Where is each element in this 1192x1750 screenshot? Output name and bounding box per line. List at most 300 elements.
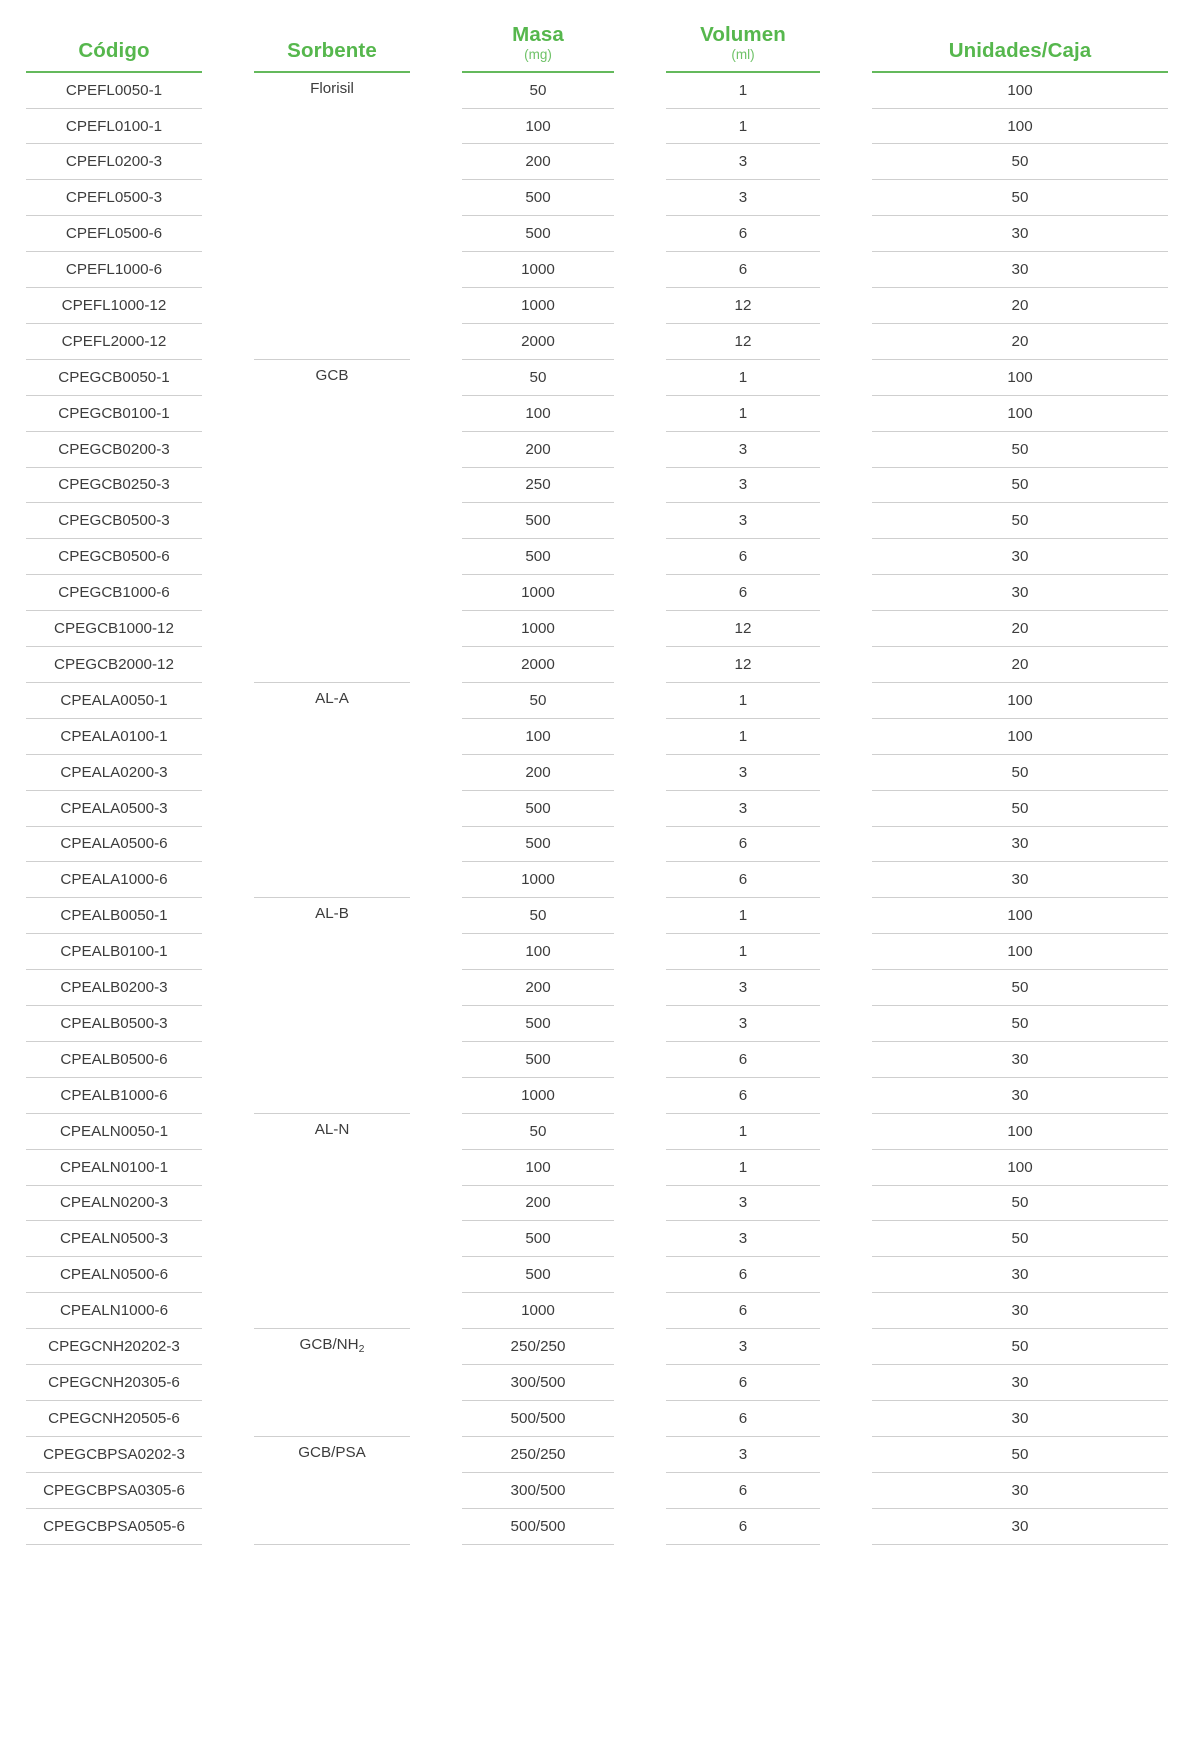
table-row [0, 1437, 1192, 1473]
column-header-volumen-label: Volumen [700, 23, 786, 46]
cell-unidades-value: 30 [872, 1293, 1168, 1329]
cell-codigo [0, 144, 228, 180]
cell-masa [436, 862, 640, 898]
cell-volumen-value: 1 [666, 1114, 820, 1150]
cell-volumen-value: 1 [666, 898, 820, 934]
cell-unidades-value: 50 [872, 791, 1168, 827]
cell-masa-value: 1000 [462, 862, 614, 898]
cell-masa [436, 1186, 640, 1222]
cell-unidades [846, 360, 1192, 396]
cell-unidades-value: 50 [872, 144, 1168, 180]
cell-volumen-value: 1 [666, 109, 820, 145]
cell-masa-value: 500 [462, 827, 614, 863]
cell-masa-value: 1000 [462, 1078, 614, 1114]
cell-volumen-value: 1 [666, 73, 820, 109]
cell-codigo [0, 468, 228, 504]
cell-masa-value: 50 [462, 1114, 614, 1150]
cell-unidades-value: 50 [872, 1006, 1168, 1042]
cell-volumen-value: 6 [666, 862, 820, 898]
cell-unidades [846, 468, 1192, 504]
cell-masa-value: 500 [462, 180, 614, 216]
cell-volumen [640, 1042, 846, 1078]
table-row [0, 1042, 1192, 1078]
cell-masa [436, 396, 640, 432]
column-header-unidades-label: Unidades/Caja [948, 39, 1092, 63]
cell-volumen [640, 862, 846, 898]
cell-unidades [846, 1114, 1192, 1150]
cell-unidades [846, 647, 1192, 683]
cell-masa [436, 898, 640, 934]
cell-masa-value: 1000 [462, 252, 614, 288]
cell-masa [436, 109, 640, 145]
cell-unidades-value: 30 [872, 1042, 1168, 1078]
table-row [0, 216, 1192, 252]
cell-volumen-value: 3 [666, 1186, 820, 1222]
cell-masa [436, 1437, 640, 1473]
table-row [0, 1114, 1192, 1150]
cell-volumen [640, 539, 846, 575]
cell-unidades-value: 50 [872, 468, 1168, 504]
table-row [0, 288, 1192, 324]
cell-volumen-value: 3 [666, 503, 820, 539]
cell-unidades [846, 970, 1192, 1006]
sorbente-group [254, 73, 410, 360]
cell-masa [436, 575, 640, 611]
table-row [0, 683, 1192, 719]
cell-codigo-value: CPEFL0500-3 [26, 180, 202, 216]
cell-masa [436, 1006, 640, 1042]
cell-codigo [0, 1329, 228, 1365]
cell-masa [436, 1078, 640, 1114]
cell-masa [436, 1509, 640, 1545]
cell-masa-value: 200 [462, 755, 614, 791]
cell-masa [436, 1150, 640, 1186]
cell-volumen [640, 503, 846, 539]
cell-codigo-value: CPEGCBPSA0305-6 [26, 1473, 202, 1509]
table-row [0, 360, 1192, 396]
cell-masa-value: 200 [462, 144, 614, 180]
cell-unidades-value: 30 [872, 252, 1168, 288]
cell-volumen-value: 6 [666, 1257, 820, 1293]
cell-codigo [0, 216, 228, 252]
table-header-row [0, 0, 1192, 73]
cell-unidades [846, 1473, 1192, 1509]
column-header-codigo [0, 0, 228, 73]
table-row [0, 1186, 1192, 1222]
table-row [0, 719, 1192, 755]
cell-masa-value: 1000 [462, 611, 614, 647]
cell-masa [436, 432, 640, 468]
cell-unidades-value: 30 [872, 1365, 1168, 1401]
table-row [0, 503, 1192, 539]
cell-masa-value: 500 [462, 1221, 614, 1257]
cell-codigo [0, 1473, 228, 1509]
table-row [0, 647, 1192, 683]
cell-unidades-value: 30 [872, 1401, 1168, 1437]
column-header-volumen-unit: (ml) [731, 46, 755, 62]
cell-masa-value: 200 [462, 432, 614, 468]
cell-masa-value: 100 [462, 934, 614, 970]
table-row [0, 791, 1192, 827]
cell-masa [436, 216, 640, 252]
sorbente-group [254, 898, 410, 1113]
cell-masa-value: 300/500 [462, 1473, 614, 1509]
cell-unidades-value: 30 [872, 216, 1168, 252]
cell-volumen-value: 3 [666, 791, 820, 827]
cell-codigo-value: CPEFL0200-3 [26, 144, 202, 180]
cell-codigo-value: CPEGCB0200-3 [26, 432, 202, 468]
table-row [0, 1257, 1192, 1293]
cell-volumen-value: 1 [666, 719, 820, 755]
cell-masa [436, 1257, 640, 1293]
cell-volumen [640, 898, 846, 934]
cell-volumen [640, 432, 846, 468]
table-row [0, 252, 1192, 288]
cell-volumen-value: 3 [666, 1221, 820, 1257]
cell-unidades [846, 288, 1192, 324]
cell-volumen-value: 6 [666, 252, 820, 288]
table-row [0, 109, 1192, 145]
cell-unidades-value: 50 [872, 503, 1168, 539]
cell-codigo-value: CPEGCNH20202-3 [26, 1329, 202, 1365]
cell-volumen [640, 360, 846, 396]
cell-unidades-value: 50 [872, 970, 1168, 1006]
cell-codigo-value: CPEGCB2000-12 [26, 647, 202, 683]
cell-codigo [0, 862, 228, 898]
cell-masa [436, 755, 640, 791]
cell-codigo [0, 1114, 228, 1150]
table-row [0, 575, 1192, 611]
sorbente-group [254, 1437, 410, 1545]
table-row [0, 180, 1192, 216]
cell-volumen [640, 324, 846, 360]
cell-masa-value: 1000 [462, 575, 614, 611]
cell-codigo-value: CPEALN0050-1 [26, 1114, 202, 1150]
cell-unidades-value: 100 [872, 898, 1168, 934]
cell-unidades-value: 100 [872, 1114, 1168, 1150]
cell-unidades-value: 100 [872, 719, 1168, 755]
cell-unidades [846, 755, 1192, 791]
table-row [0, 73, 1192, 109]
cell-codigo-value: CPEALN0500-6 [26, 1257, 202, 1293]
cell-volumen-value: 6 [666, 1078, 820, 1114]
table-row [0, 611, 1192, 647]
cell-volumen [640, 216, 846, 252]
cell-volumen-value: 12 [666, 288, 820, 324]
cell-volumen-value: 6 [666, 1042, 820, 1078]
sorbente-group-label: GCB [315, 366, 349, 384]
cell-volumen-value: 6 [666, 827, 820, 863]
cell-unidades-value: 50 [872, 1329, 1168, 1365]
cell-codigo [0, 1509, 228, 1545]
cell-codigo-value: CPEALB1000-6 [26, 1078, 202, 1114]
cell-unidades-value: 30 [872, 539, 1168, 575]
table-row [0, 1293, 1192, 1329]
cell-codigo-value: CPEALB0500-3 [26, 1006, 202, 1042]
cell-volumen [640, 396, 846, 432]
cell-codigo-value: CPEALA0500-6 [26, 827, 202, 863]
cell-codigo [0, 755, 228, 791]
cell-masa-value: 500 [462, 216, 614, 252]
cell-codigo [0, 324, 228, 360]
cell-volumen-value: 6 [666, 1401, 820, 1437]
cell-masa-value: 500/500 [462, 1401, 614, 1437]
cell-volumen [640, 970, 846, 1006]
sorbente-group-subscript: 2 [358, 1343, 365, 1356]
cell-unidades [846, 432, 1192, 468]
cell-codigo [0, 1401, 228, 1437]
cell-volumen-value: 6 [666, 1473, 820, 1509]
cell-codigo-value: CPEGCB0050-1 [26, 360, 202, 396]
sorbente-group-label: AL-A [315, 689, 349, 707]
cell-unidades-value: 100 [872, 396, 1168, 432]
cell-codigo-value: CPEFL2000-12 [26, 324, 202, 360]
cell-volumen [640, 180, 846, 216]
cell-codigo-value: CPEALB0200-3 [26, 970, 202, 1006]
cell-unidades [846, 1329, 1192, 1365]
table-row [0, 898, 1192, 934]
sorbente-group-label: GCB/$NH_2$ [299, 1336, 365, 1356]
cell-volumen-value: 1 [666, 396, 820, 432]
table-row [0, 827, 1192, 863]
cell-masa-value: 100 [462, 1150, 614, 1186]
cell-codigo-value: CPEGCNH20505-6 [26, 1401, 202, 1437]
cell-codigo [0, 683, 228, 719]
cell-unidades [846, 898, 1192, 934]
cell-codigo [0, 1042, 228, 1078]
cell-volumen-value: 12 [666, 647, 820, 683]
cell-masa [436, 791, 640, 827]
cell-unidades [846, 575, 1192, 611]
cell-masa [436, 1329, 640, 1365]
cell-volumen [640, 1150, 846, 1186]
cell-sorbente [228, 898, 436, 1113]
table-row [0, 1006, 1192, 1042]
cell-volumen [640, 1329, 846, 1365]
cell-volumen-value: 6 [666, 539, 820, 575]
cell-volumen-value: 3 [666, 144, 820, 180]
cell-codigo [0, 934, 228, 970]
cell-codigo-value: CPEALB0500-6 [26, 1042, 202, 1078]
cell-sorbente [228, 1437, 436, 1545]
cell-codigo-value: CPEFL0100-1 [26, 109, 202, 145]
cell-masa [436, 252, 640, 288]
cell-volumen [640, 1293, 846, 1329]
cell-unidades [846, 73, 1192, 109]
cell-unidades-value: 30 [872, 827, 1168, 863]
cell-codigo-value: CPEALN0100-1 [26, 1150, 202, 1186]
cell-unidades-value: 100 [872, 109, 1168, 145]
cell-volumen-value: 3 [666, 970, 820, 1006]
cell-masa-value: 50 [462, 73, 614, 109]
cell-codigo [0, 1186, 228, 1222]
cell-masa-value: 1000 [462, 1293, 614, 1329]
cell-masa [436, 1114, 640, 1150]
cell-codigo [0, 611, 228, 647]
cell-volumen [640, 683, 846, 719]
table-row [0, 755, 1192, 791]
cell-volumen-value: 3 [666, 1006, 820, 1042]
cell-masa-value: 250/250 [462, 1329, 614, 1365]
cell-codigo-value: CPEALB0050-1 [26, 898, 202, 934]
cell-masa [436, 503, 640, 539]
cell-codigo-value: CPEALA0200-3 [26, 755, 202, 791]
cell-volumen [640, 252, 846, 288]
cell-volumen-value: 3 [666, 1329, 820, 1365]
cell-masa-value: 250/250 [462, 1437, 614, 1473]
cell-volumen-value: 6 [666, 575, 820, 611]
cell-masa-value: 50 [462, 898, 614, 934]
cell-masa [436, 1473, 640, 1509]
cell-codigo-value: CPEGCBPSA0505-6 [26, 1509, 202, 1545]
cell-unidades-value: 50 [872, 1437, 1168, 1473]
cell-masa [436, 683, 640, 719]
cell-codigo [0, 503, 228, 539]
cell-volumen [640, 755, 846, 791]
cell-masa [436, 180, 640, 216]
cell-unidades [846, 683, 1192, 719]
cell-masa [436, 468, 640, 504]
cell-masa-value: 500 [462, 791, 614, 827]
cell-unidades [846, 1042, 1192, 1078]
cell-codigo [0, 647, 228, 683]
cell-codigo [0, 791, 228, 827]
cell-volumen [640, 288, 846, 324]
column-header-sorbente [228, 0, 436, 73]
cell-codigo-value: CPEGCB0100-1 [26, 396, 202, 432]
cell-codigo [0, 1365, 228, 1401]
cell-volumen [640, 1114, 846, 1150]
table-row [0, 1365, 1192, 1401]
cell-masa [436, 1365, 640, 1401]
cell-unidades [846, 144, 1192, 180]
table-row [0, 396, 1192, 432]
cell-masa-value: 2000 [462, 647, 614, 683]
cell-masa [436, 827, 640, 863]
cell-masa [436, 144, 640, 180]
table-row [0, 1401, 1192, 1437]
cell-volumen-value: 3 [666, 432, 820, 468]
table-row [0, 468, 1192, 504]
cell-masa [436, 647, 640, 683]
cell-codigo-value: CPEGCB0500-3 [26, 503, 202, 539]
cell-unidades-value: 30 [872, 1509, 1168, 1545]
cell-volumen [640, 1257, 846, 1293]
cell-unidades-value: 50 [872, 1221, 1168, 1257]
column-header-masa-unit: (mg) [524, 46, 552, 62]
cell-volumen [640, 1365, 846, 1401]
cell-codigo [0, 109, 228, 145]
sorbente-group [254, 1114, 410, 1329]
cell-masa-value: 500/500 [462, 1509, 614, 1545]
cell-masa [436, 1221, 640, 1257]
cell-codigo [0, 73, 228, 109]
cell-codigo [0, 1078, 228, 1114]
cell-unidades [846, 1257, 1192, 1293]
cell-volumen-value: 12 [666, 611, 820, 647]
cell-unidades-value: 50 [872, 180, 1168, 216]
cell-masa-value: 50 [462, 360, 614, 396]
cell-unidades-value: 50 [872, 1186, 1168, 1222]
cell-unidades [846, 1401, 1192, 1437]
cell-unidades [846, 827, 1192, 863]
cell-unidades-value: 50 [872, 755, 1168, 791]
table-row [0, 324, 1192, 360]
cell-unidades [846, 216, 1192, 252]
cell-unidades-value: 100 [872, 73, 1168, 109]
cell-masa-value: 500 [462, 1006, 614, 1042]
cell-codigo-value: CPEGCB1000-6 [26, 575, 202, 611]
cell-codigo-value: CPEGCB1000-12 [26, 611, 202, 647]
table-body [0, 73, 1192, 1545]
cell-volumen [640, 791, 846, 827]
cell-volumen-value: 6 [666, 1365, 820, 1401]
cell-masa [436, 611, 640, 647]
cell-codigo-value: CPEALA0100-1 [26, 719, 202, 755]
cell-volumen [640, 1437, 846, 1473]
cell-codigo-value: CPEALA0500-3 [26, 791, 202, 827]
cell-codigo-value: CPEALN1000-6 [26, 1293, 202, 1329]
cell-codigo [0, 288, 228, 324]
cell-codigo-value: CPEGCNH20305-6 [26, 1365, 202, 1401]
cell-masa-value: 500 [462, 503, 614, 539]
cell-masa [436, 539, 640, 575]
cell-codigo-value: CPEALA0050-1 [26, 683, 202, 719]
cell-volumen [640, 144, 846, 180]
cell-volumen-value: 1 [666, 1150, 820, 1186]
cell-masa-value: 250 [462, 468, 614, 504]
cell-unidades [846, 1221, 1192, 1257]
cell-unidades [846, 1186, 1192, 1222]
cell-volumen [640, 1473, 846, 1509]
cell-unidades-value: 100 [872, 1150, 1168, 1186]
cell-masa [436, 360, 640, 396]
cell-codigo [0, 827, 228, 863]
cell-unidades-value: 30 [872, 1257, 1168, 1293]
cell-unidades [846, 180, 1192, 216]
cell-volumen-value: 1 [666, 360, 820, 396]
cell-codigo [0, 360, 228, 396]
cell-volumen-value: 12 [666, 324, 820, 360]
cell-masa-value: 100 [462, 396, 614, 432]
column-header-codigo-label: Código [78, 39, 150, 63]
table-row [0, 970, 1192, 1006]
cell-codigo-value: CPEGCB0250-3 [26, 468, 202, 504]
cell-unidades [846, 252, 1192, 288]
cell-sorbente [228, 73, 436, 360]
cell-codigo-value: CPEGCBPSA0202-3 [26, 1437, 202, 1473]
cell-codigo [0, 1437, 228, 1473]
sorbente-group-label: Florisil [310, 79, 354, 97]
cell-unidades-value: 20 [872, 647, 1168, 683]
table-header [0, 0, 1192, 73]
sorbente-group [254, 683, 410, 898]
cell-sorbente [228, 1329, 436, 1437]
cell-masa-value: 2000 [462, 324, 614, 360]
table-row [0, 1509, 1192, 1545]
cell-masa-value: 50 [462, 683, 614, 719]
cell-masa-value: 500 [462, 1257, 614, 1293]
cell-codigo [0, 1006, 228, 1042]
cell-unidades-value: 50 [872, 432, 1168, 468]
sorbente-group-label: AL-B [315, 905, 349, 923]
cell-volumen-value: 1 [666, 683, 820, 719]
cell-codigo-value: CPEFL1000-6 [26, 252, 202, 288]
cell-sorbente [228, 360, 436, 683]
cell-unidades-value: 30 [872, 1473, 1168, 1509]
cell-volumen [640, 1221, 846, 1257]
cell-volumen-value: 3 [666, 468, 820, 504]
